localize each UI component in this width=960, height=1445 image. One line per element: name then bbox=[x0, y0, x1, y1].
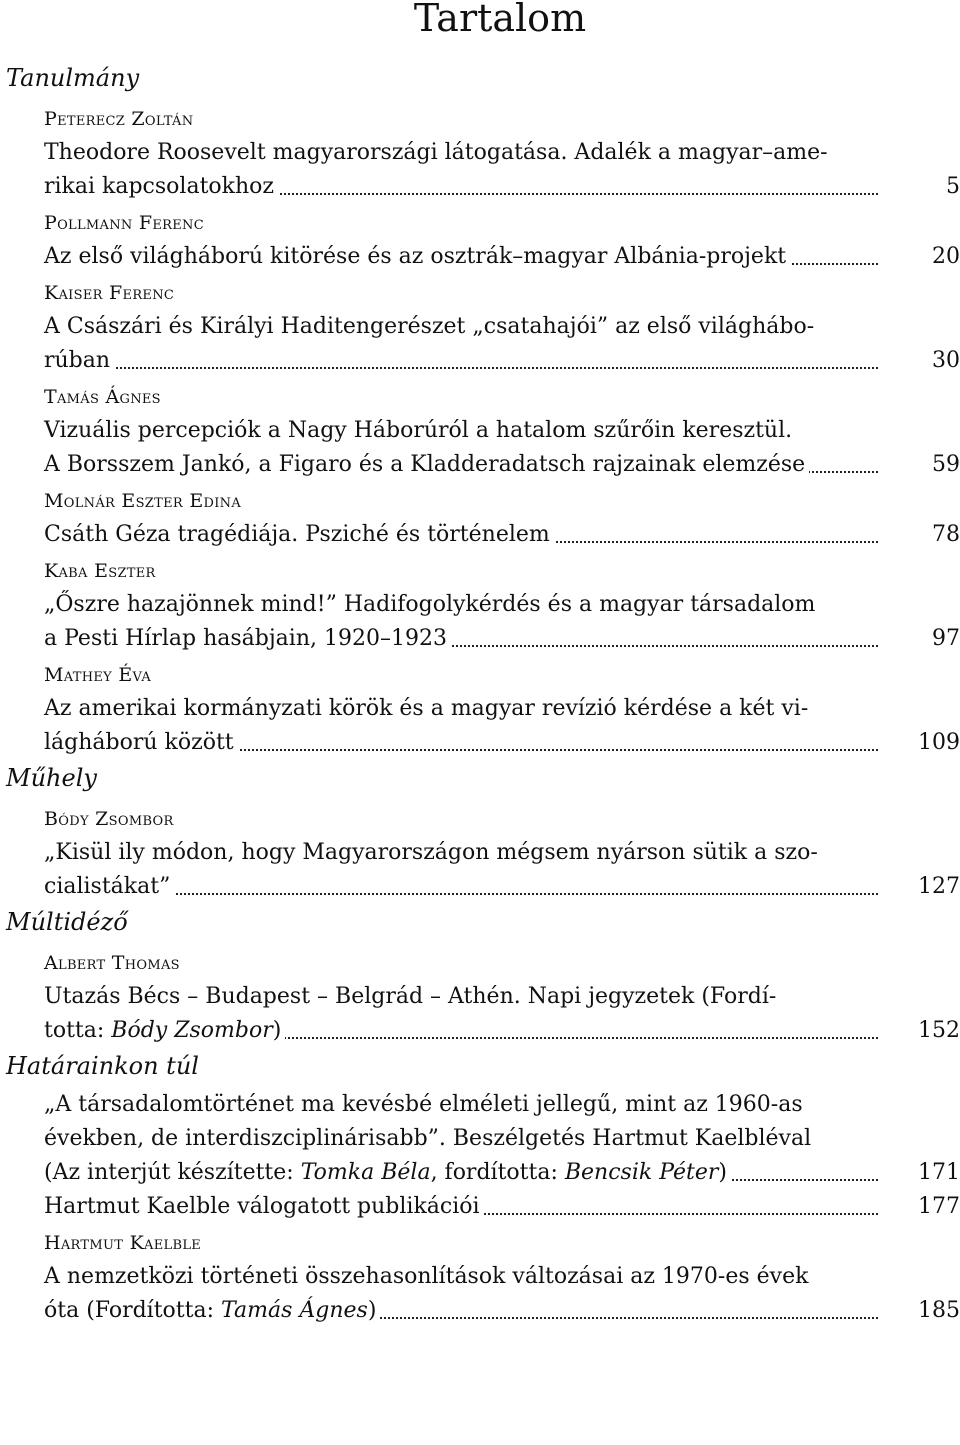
title-part: totta: bbox=[44, 1018, 112, 1043]
page-number: 185 bbox=[918, 1298, 960, 1323]
entry-title-line bbox=[44, 622, 960, 656]
title-part: ) bbox=[718, 1160, 728, 1185]
entry-title-text: cialistákat” bbox=[44, 874, 174, 899]
section-heading: Tanulmány bbox=[6, 64, 140, 92]
toc-entry[interactable] bbox=[44, 380, 960, 482]
entry-title-text: Utazás Bécs – Budapest – Belgrád – Athén. Napi jegyzetek (Fordí- bbox=[44, 984, 780, 1009]
entry-title-text: „Kisül ily módon, hogy Magyarországon mégsem nyárson sütik a szo- bbox=[44, 840, 822, 865]
entry-title-line bbox=[44, 726, 960, 760]
entry-author: Bódy Zsombor bbox=[44, 808, 174, 830]
entry-title-text: Theodore Roosevelt magyarországi látogatása. Adalék a magyar–ame- bbox=[44, 140, 832, 165]
entry-author: Pollmann Ferenc bbox=[44, 212, 204, 234]
title-part: óta (Fordította: bbox=[44, 1298, 222, 1323]
page-number: 152 bbox=[918, 1018, 960, 1043]
page-title: Tartalom bbox=[413, 0, 587, 40]
translator-name: Tomka Béla bbox=[300, 1160, 431, 1185]
entry-title-line bbox=[44, 1156, 960, 1190]
entry-author: Tamás Ágnes bbox=[44, 386, 161, 408]
entry-title-line bbox=[44, 310, 960, 344]
entry-title-line bbox=[44, 1260, 960, 1294]
entry-title-line bbox=[44, 1014, 960, 1048]
entry-author: Molnár Eszter Edina bbox=[44, 490, 242, 512]
page-number: 59 bbox=[932, 452, 960, 477]
entry-title-line bbox=[44, 1088, 960, 1122]
entry-author: Mathey Éva bbox=[44, 664, 152, 686]
table-of-contents bbox=[0, 60, 960, 1328]
page-number: 78 bbox=[932, 522, 960, 547]
entry-title-text bbox=[44, 1298, 380, 1323]
toc-entry[interactable] bbox=[44, 1088, 960, 1190]
entry-author: Peterecz Zoltán bbox=[44, 108, 194, 130]
section-heading: Múltidéző bbox=[6, 908, 128, 936]
toc-entry[interactable] bbox=[44, 554, 960, 656]
title-part: ) bbox=[367, 1298, 377, 1323]
entry-title-text: A Császári és Királyi Haditengerészet „csatahajói” az első világhábo- bbox=[44, 314, 818, 339]
toc-entry[interactable] bbox=[44, 802, 960, 904]
dot-leader bbox=[44, 367, 878, 369]
entry-title-line bbox=[44, 870, 960, 904]
entry-author: Kaba Eszter bbox=[44, 560, 156, 582]
entry-title-line bbox=[44, 414, 960, 448]
entry-title-text: A nemzetközi történeti összehasonlítások változásai az 1970-es évek bbox=[44, 1264, 812, 1289]
entry-title-line bbox=[44, 240, 960, 274]
page-number: 127 bbox=[918, 874, 960, 899]
page-number: 109 bbox=[918, 730, 960, 755]
entry-author: Albert Thomas bbox=[44, 952, 180, 974]
section-heading: Műhely bbox=[6, 764, 97, 792]
section-gap bbox=[0, 796, 960, 800]
entry-title-line bbox=[44, 1294, 960, 1328]
entry-title-text: években, de interdiszciplinárisabb”. Beszélgetés Hartmut Kaelbléval bbox=[44, 1126, 815, 1151]
toc-entry[interactable] bbox=[44, 1226, 960, 1328]
entry-title-text: rikai kapcsolatokhoz bbox=[44, 174, 278, 199]
translator-name: Bódy Zsombor bbox=[111, 1018, 273, 1043]
entry-author: Hartmut Kaelble bbox=[44, 1232, 202, 1254]
entry-title-text: Vizuális percepciók a Nagy Háborúról a hatalom szűrőin keresztül. bbox=[44, 418, 796, 443]
entry-title-text: lágháború között bbox=[44, 730, 238, 755]
title-part: ) bbox=[272, 1018, 282, 1043]
title-part: , fordította: bbox=[430, 1160, 565, 1185]
page-number: 30 bbox=[932, 348, 960, 373]
entry-title-line bbox=[44, 518, 960, 552]
entry-title-text: „Őszre hazajönnek mind!” Hadifogolykérdés és a magyar társadalom bbox=[44, 592, 819, 617]
entry-title-line bbox=[44, 170, 960, 204]
entry-title-text: A Borsszem Jankó, a Figaro és a Kladderadatsch rajzainak elemzése bbox=[44, 452, 809, 477]
page-number: 171 bbox=[918, 1160, 960, 1185]
title-part: (Az interjút készítette: bbox=[44, 1160, 301, 1185]
entry-title-text: Csáth Géza tragédiája. Psziché és történelem bbox=[44, 522, 554, 547]
entry-title-line bbox=[44, 1122, 960, 1156]
toc-entry[interactable] bbox=[44, 1190, 960, 1224]
toc-entry[interactable] bbox=[44, 276, 960, 378]
section-gap bbox=[0, 940, 960, 944]
section-heading: Határainkon túl bbox=[6, 1052, 199, 1080]
entry-title-line bbox=[44, 836, 960, 870]
entry-title-line bbox=[44, 448, 960, 482]
entry-title-line bbox=[44, 1190, 960, 1224]
section-gap bbox=[0, 96, 960, 100]
entry-title-text: a Pesti Hírlap hasábjain, 1920–1923 bbox=[44, 626, 451, 651]
toc-entry[interactable] bbox=[44, 658, 960, 760]
translator-name: Tamás Ágnes bbox=[221, 1298, 368, 1323]
page-number: 20 bbox=[932, 244, 960, 269]
entry-title-line bbox=[44, 136, 960, 170]
toc-entry[interactable] bbox=[44, 102, 960, 204]
entry-title-line bbox=[44, 692, 960, 726]
entry-title-text: rúban bbox=[44, 348, 114, 373]
entry-title-line bbox=[44, 344, 960, 378]
page-number: 97 bbox=[932, 626, 960, 651]
toc-entry[interactable] bbox=[44, 206, 960, 274]
page-number: 177 bbox=[918, 1194, 960, 1219]
entry-title-line bbox=[44, 980, 960, 1014]
entry-title-line bbox=[44, 588, 960, 622]
page-number: 5 bbox=[946, 174, 960, 199]
translator-name: Bencsik Péter bbox=[564, 1160, 719, 1185]
entry-title-text: Az amerikai kormányzati körök és a magyar revízió kérdése a két vi- bbox=[44, 696, 812, 721]
entry-title-text: Hartmut Kaelble válogatott publikációi bbox=[44, 1194, 484, 1219]
toc-entry[interactable] bbox=[44, 484, 960, 552]
entry-author: Kaiser Ferenc bbox=[44, 282, 175, 304]
entry-title-text bbox=[44, 1160, 731, 1185]
entry-title-text bbox=[44, 1018, 285, 1043]
entry-title-text: „A társadalomtörténet ma kevésbé elméleti jellegű, mint az 1960-as bbox=[44, 1092, 807, 1117]
toc-entry[interactable] bbox=[44, 946, 960, 1048]
entry-title-text: Az első világháború kitörése és az osztrák–magyar Albánia-projekt bbox=[44, 244, 790, 269]
